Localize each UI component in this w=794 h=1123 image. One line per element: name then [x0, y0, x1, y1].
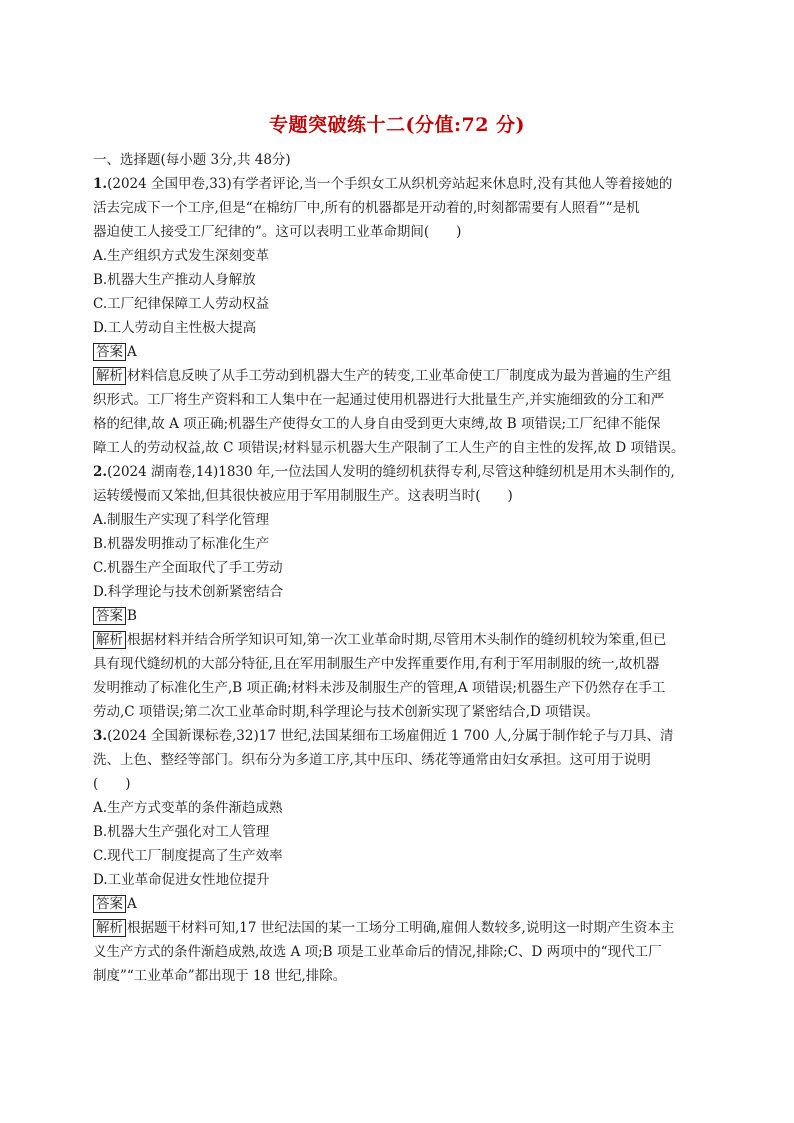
analysis-text: 根据材料并结合所学知识可知,第一次工业革命时期,尽管用木头制作的缝纫机较为笨重,但已 [127, 632, 667, 648]
option-b: B.机器大生产强化对工人管理 [93, 824, 270, 840]
option-b: B.机器大生产推动人身解放 [93, 272, 256, 288]
analysis-tag: 解析 [93, 631, 126, 649]
analysis-line: 发明推动了标准化生产,B 项正确;材料未涉及制服生产的管理,A 项错误;机器生产下仍然存在手工 [93, 680, 666, 696]
option-a: A.生产组织方式发生深刻变革 [93, 248, 270, 264]
analysis-line: 劳动,C 项错误;第二次工业革命时期,科学理论与技术创新实现了紧密结合,D 项错误。 [93, 704, 600, 720]
analysis-tag: 解析 [93, 919, 126, 937]
option-c: C.现代工厂制度提高了生产效率 [93, 848, 283, 864]
option-d: D.工业革命促进女性地位提升 [93, 872, 270, 888]
analysis-text: 材料信息反映了从手工劳动到机器大生产的转变,工业革命使工厂制度成为最为普遍的生产组 [127, 368, 672, 384]
option-c: C.机器生产全面取代了手工劳动 [93, 560, 283, 576]
option-c: C.工厂纪律保障工人劳动权益 [93, 296, 270, 312]
question-number: 1. [93, 176, 108, 192]
analysis-line [93, 364, 705, 388]
answer-value: B [127, 608, 137, 624]
analysis-line: 织形式。工厂将生产资料和工人集中在一起通过使用机器进行大批量生产,并实施细致的分工和严 [93, 392, 665, 408]
analysis-line: 具有现代缝纫机的大部分特征,且在军用制服生产中发挥重要作用,有利于军用制服的统一,故机器 [93, 656, 660, 672]
question-number: 2. [93, 464, 108, 480]
page-title: 专题突破练十二(分值:72 分) [268, 114, 526, 136]
question-stem-text: (2024 全国新课标卷,32)17 世纪,法国某细布工场雇佣近 1 700 人,分属于制作轮子与刀具、清 [107, 728, 674, 744]
question-stem-line: 器迫使工人接受工厂纪律的”。这可以表明工业革命期间( ) [93, 224, 462, 240]
answer-line [93, 892, 705, 916]
answer-tag: 答案 [93, 343, 126, 361]
answer-line [93, 340, 705, 364]
question-stem-line [93, 172, 705, 196]
analysis-line: 格的纪律,故 A 项正确;机器生产使得女工的人身自由受到更大束缚,故 B 项错误;工厂纪律不能保 [93, 416, 661, 432]
question-stem-line [93, 724, 705, 748]
answer-tag: 答案 [93, 895, 126, 913]
analysis-line: 义生产方式的条件渐趋成熟,故选 A 项;B 项是工业革命后的情况,排除;C、D 两项中的“现代工厂 [93, 944, 662, 960]
question-stem-text: (2024 湖南卷,14)1830 年,一位法国人发明的缝纫机获得专利,尽管这种缝纫机是用木头制作的, [107, 464, 675, 480]
option-d: D.工人劳动自主性极大提高 [93, 320, 257, 336]
answer-line [93, 604, 705, 628]
section-heading: 一、选择题(每小题 3分,共 48分) [93, 152, 291, 168]
analysis-line: 制度”“工业革命”都出现于 18 世纪,排除。 [93, 968, 347, 984]
analysis-line: 障工人的劳动权益,故 C 项错误;材料显示机器大生产限制了工人生产的自主性的发挥,故 D 项错误。 [93, 440, 685, 456]
option-d: D.科学理论与技术创新紧密结合 [93, 584, 284, 600]
question-block [93, 172, 705, 460]
question-stem-line: 运转缓慢而又笨拙,但其很快被应用于军用制服生产。这表明当时( ) [93, 488, 513, 504]
question-stem-text: (2024 全国甲卷,33)有学者评论,当一个手织女工从织机旁站起来休息时,没有其他人等着接她的 [107, 176, 673, 192]
question-stem-line: 洗、上色、整经等部门。织布分为多道工序,其中压印、绣花等通常由妇女承担。这可用于说明 [93, 752, 651, 768]
option-a: A.制服生产实现了科学化管理 [93, 512, 270, 528]
option-a: A.生产方式变革的条件渐趋成熟 [93, 800, 283, 816]
question-number: 3. [93, 728, 108, 744]
question-stem-line: 活去完成下一个工序,但是“在棉纺厂中,所有的机器都是开动着的,时刻都需要有人照看”“是机 [93, 200, 640, 216]
content-body [93, 148, 705, 988]
analysis-line [93, 628, 705, 652]
answer-tag: 答案 [93, 607, 126, 625]
question-block [93, 724, 705, 988]
analysis-tag: 解析 [93, 367, 126, 385]
option-b: B.机器发明推动了标准化生产 [93, 536, 270, 552]
answer-value: A [127, 896, 137, 912]
question-stem-line: ( ) [93, 776, 131, 792]
analysis-text: 根据题干材料可知,17 世纪法国的某一工场分工明确,雇佣人数较多,说明这一时期产生资本主 [127, 920, 675, 936]
answer-value: A [127, 344, 137, 360]
analysis-line [93, 916, 705, 940]
question-stem-line [93, 460, 705, 484]
question-block [93, 460, 705, 724]
